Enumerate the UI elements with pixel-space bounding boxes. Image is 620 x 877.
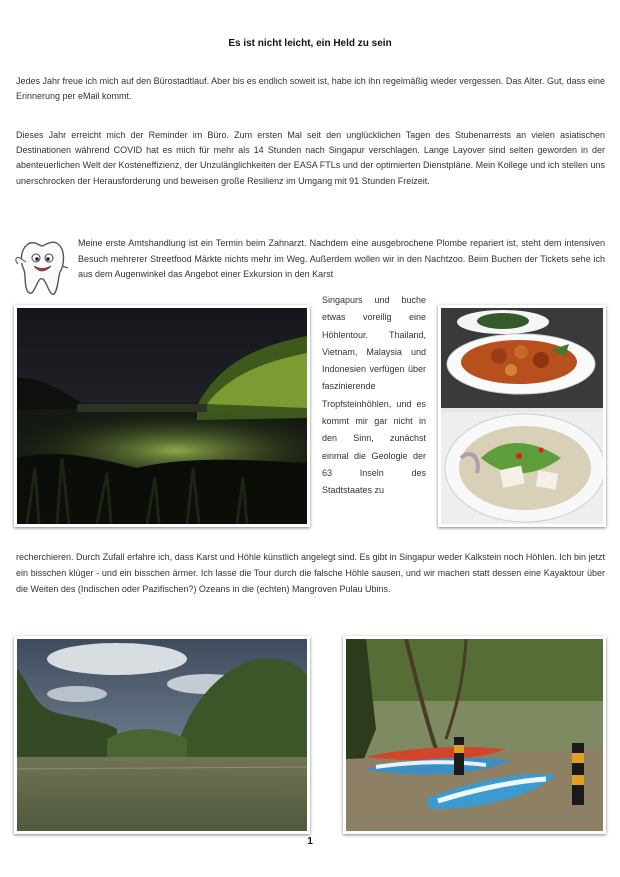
tooth-cartoon-icon <box>14 238 68 298</box>
kayaks-photo <box>343 636 606 834</box>
streetfood-photo <box>438 305 606 527</box>
mangrove-river-photo <box>14 636 310 834</box>
paragraph-intro: Jedes Jahr freue ich mich auf den Bürostadtlauf. Aber bis es endlich soweit ist, habe ich ihn regelmäßig wieder vergessen. Das Alter. Gut, dass eine Erinnerung per eMail kommt. <box>16 76 605 102</box>
night-river-photo <box>14 305 310 527</box>
page-number: 1 <box>307 836 313 847</box>
paragraph-caves: Singapurs und buche etwas voreilig eine Höhlentour. Thailand, Vietnam, Malaysia und Indonesien verfügen über faszinierende Tropfsteinhöhlen, und es kommt mir gar nicht in den Sinn, zunächst einmal die Geologie der 63 Inseln des Stadtstaates zu <box>322 295 426 496</box>
paragraph-layover: Dieses Jahr erreicht mich der Reminder im Büro. Zum ersten Mal seit den unglücklichen Tagen des Stubenarrests an vielen asiatischen Destinationen während COVID hat es mich für mehr als 14 Stunden nach Singapur verschlagen. Lange Layover sind selten geworden in der abenteuerlichen Welt der Kosteneffizienz, der Unzulänglichkeiten der EASA FTLs und der optimierten Dienstpläne. Mein Kollege und ich stellen uns unerschrocken der Herausforderung und beweisen große Resilienz im Umgang mit 91 Stunden Freizeit. <box>16 130 605 186</box>
paragraph-dentist: Meine erste Amtshandlung ist ein Termin beim Zahnarzt. Nachdem eine ausgebrochene Plombe repariert ist, steht dem intensiven Besuch mehrerer Streetfood Märkte nichts mehr im Weg. Außerdem wollen wir in den Nachtzoo. Beim Buchen der Tickets sehe ich aus dem Augenwinkel das Angebot einer Exkursion in den Karst <box>78 238 605 279</box>
page-title: Es ist nicht leicht, ein Held zu sein <box>228 38 392 49</box>
paragraph-kayak: recherchieren. Durch Zufall erfahre ich, dass Karst und Höhle künstlich angelegt sind. Es gibt in Singapur weder Kalkstein noch Höhlen. Ich bin jetzt ein bisschen klüger - und ein bisschen ärmer. Ich lasse die Tour durch die falsche Höhle sausen, und wir machen statt dessen eine Kayaktour über die Weiten des (Indischen oder Pazifischen?) Ozeans in die (echten) Mangroven Pulau Ubins. <box>16 552 605 595</box>
